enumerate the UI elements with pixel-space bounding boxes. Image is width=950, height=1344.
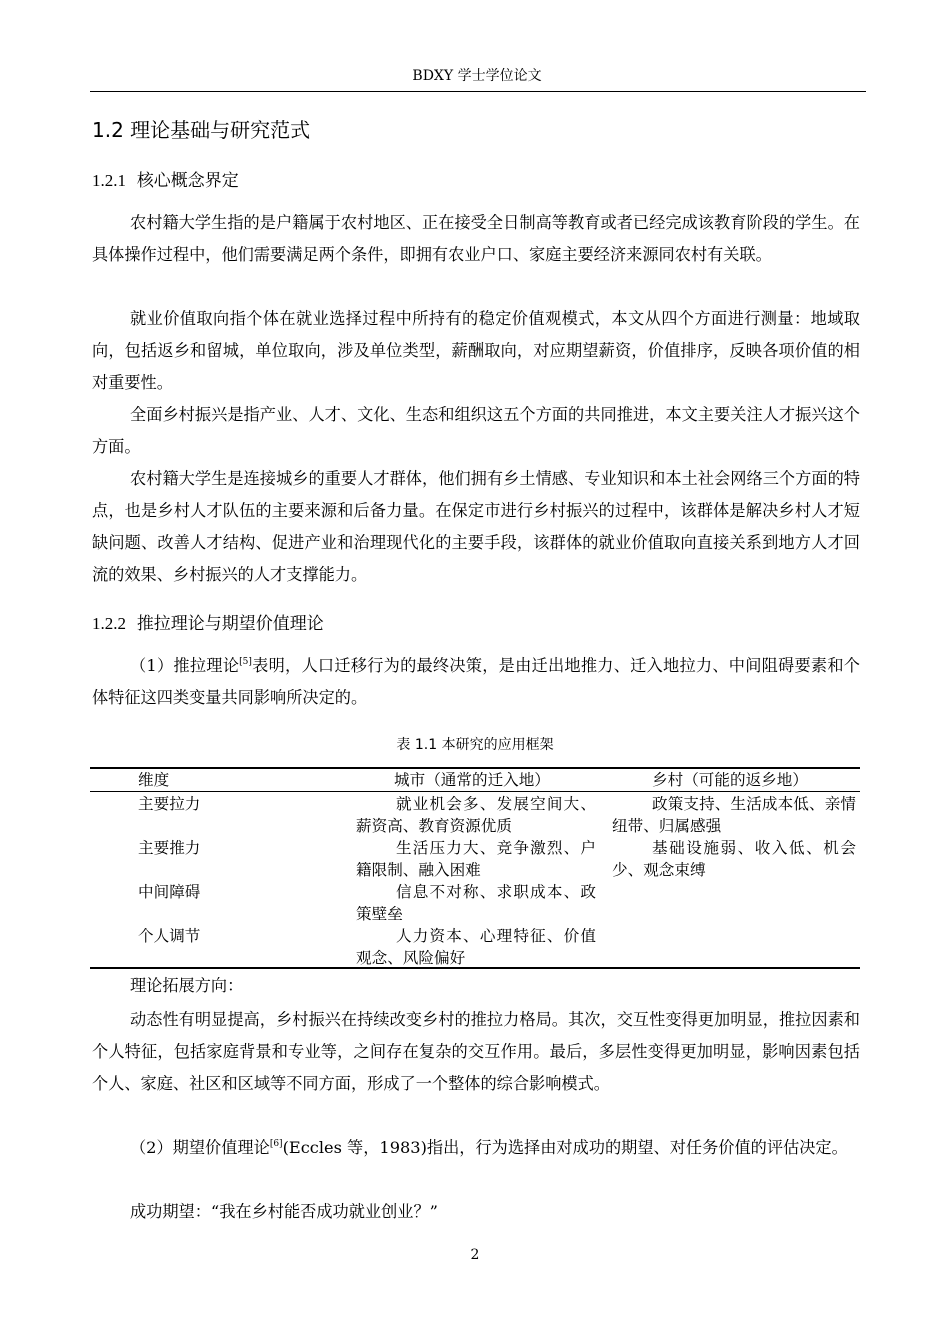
- table-cell-dimension: 个人调节: [138, 927, 201, 945]
- paragraph-rural-revitalization: 全面乡村振兴是指产业、人才、文化、生态和组织这五个方面的共同推进，本文主要关注人才振兴这个方面。: [92, 405, 860, 456]
- table-cell-city: 生活压力大、竞争激烈、户籍限制、融入困难: [356, 839, 596, 879]
- subsection-number: 1.2.1: [92, 171, 126, 190]
- header-rule: [90, 91, 866, 92]
- expectancy-intro: （2）期望价值理论: [130, 1138, 270, 1157]
- subsection-title: 推拉理论与期望价值理论: [136, 614, 324, 634]
- paragraph-rural-students: 农村籍大学生指的是户籍属于农村地区、正在接受全日制高等教育或者已经完成该教育阶段的学生。在具体操作过程中，他们需要满足两个条件，即拥有农业户口、家庭主要经济来源同农村有关联。: [92, 213, 860, 264]
- table-cell-city: 就业机会多、发展空间大、薪资高、教育资源优质: [356, 795, 596, 835]
- running-header: BDXY 学士学位论文: [412, 68, 542, 84]
- table-header-dimension: 维度: [138, 771, 170, 789]
- table-cell-rural: 基础设施弱、收入低、机会少、观念束缚: [612, 839, 856, 879]
- expectancy-body: (Eccles 等，1983)指出，行为选择由对成功的期望、对任务价值的评估决定。: [282, 1138, 848, 1157]
- table-header-city: 城市（通常的迁入地）: [394, 771, 550, 789]
- table-header-rural: 乡村（可能的返乡地）: [652, 771, 808, 789]
- subsection-heading-1-2-2: [92, 612, 324, 636]
- table-caption: 表 1.1 本研究的应用框架: [396, 737, 554, 753]
- push-pull-body: 表明，人口迁移行为的最终决策，是由迁出地推力、迁入地拉力、中间阻碍要素和个体特征这四类变量共同影响所决定的。: [92, 656, 860, 707]
- subsection-number: 1.2.2: [92, 614, 126, 633]
- paragraph-employment-values: 就业价值取向指个体在就业选择过程中所持有的稳定价值观模式，本文从四个方面进行测量：地域取向，包括返乡和留城，单位取向，涉及单位类型，薪酬取向，对应期望薪资，价值排序，反映各项价值的相对重要性。: [92, 309, 860, 392]
- subsection-title: 核心概念界定: [136, 171, 239, 191]
- table-cell-dimension: 中间障碍: [138, 883, 201, 901]
- extension-label: 理论拓展方向：: [130, 976, 244, 995]
- paragraph-success-expectation: 成功期望：“我在乡村能否成功就业创业？”: [130, 1202, 438, 1221]
- table-cell-dimension: 主要推力: [138, 839, 201, 857]
- citation-ref: [5]: [239, 657, 252, 667]
- paragraph-push-pull-theory: [92, 650, 860, 714]
- paragraph-theory-extension: 动态性有明显提高，乡村振兴在持续改变乡村的推拉力格局。其次，交互性变得更加明显，推拉因素和个人特征，包括家庭背景和专业等，之间存在复杂的交互作用。最后，多层性变得更加明显，影响因素包括个人、家庭、社区和区域等不同方面，形成了一个整体的综合影响模式。: [92, 1010, 860, 1093]
- table-cell-city: 人力资本、心理特征、价值观念、风险偏好: [356, 927, 596, 967]
- paragraph-talent-group: 农村籍大学生是连接城乡的重要人才群体，他们拥有乡土情感、专业知识和本土社会网络三个方面的特点，也是乡村人才队伍的主要来源和后备力量。在保定市进行乡村振兴的过程中，该群体是解决乡村人才短缺问题、改善人才结构、促进产业和治理现代化的主要手段，该群体的就业价值取向直接关系到地方人才回流的效果、乡村振兴的人才支撑能力。: [92, 469, 860, 584]
- section-heading: 1.2 理论基础与研究范式: [92, 118, 311, 142]
- table-cell-rural: 政策支持、生活成本低、亲情纽带、归属感强: [612, 795, 856, 835]
- table-cell-dimension: 主要拉力: [138, 795, 201, 813]
- citation-ref: [6]: [269, 1139, 283, 1149]
- table-bottom-rule: [90, 967, 860, 969]
- page-number: 2: [470, 1247, 480, 1263]
- subsection-heading-1-2-1: [92, 169, 239, 193]
- table-cell-city: 信息不对称、求职成本、政策壁垒: [356, 883, 596, 923]
- push-pull-intro: （1）推拉理论: [130, 656, 240, 675]
- table-header-rule: [90, 791, 860, 792]
- paragraph-expectancy-value-theory: [92, 1132, 860, 1164]
